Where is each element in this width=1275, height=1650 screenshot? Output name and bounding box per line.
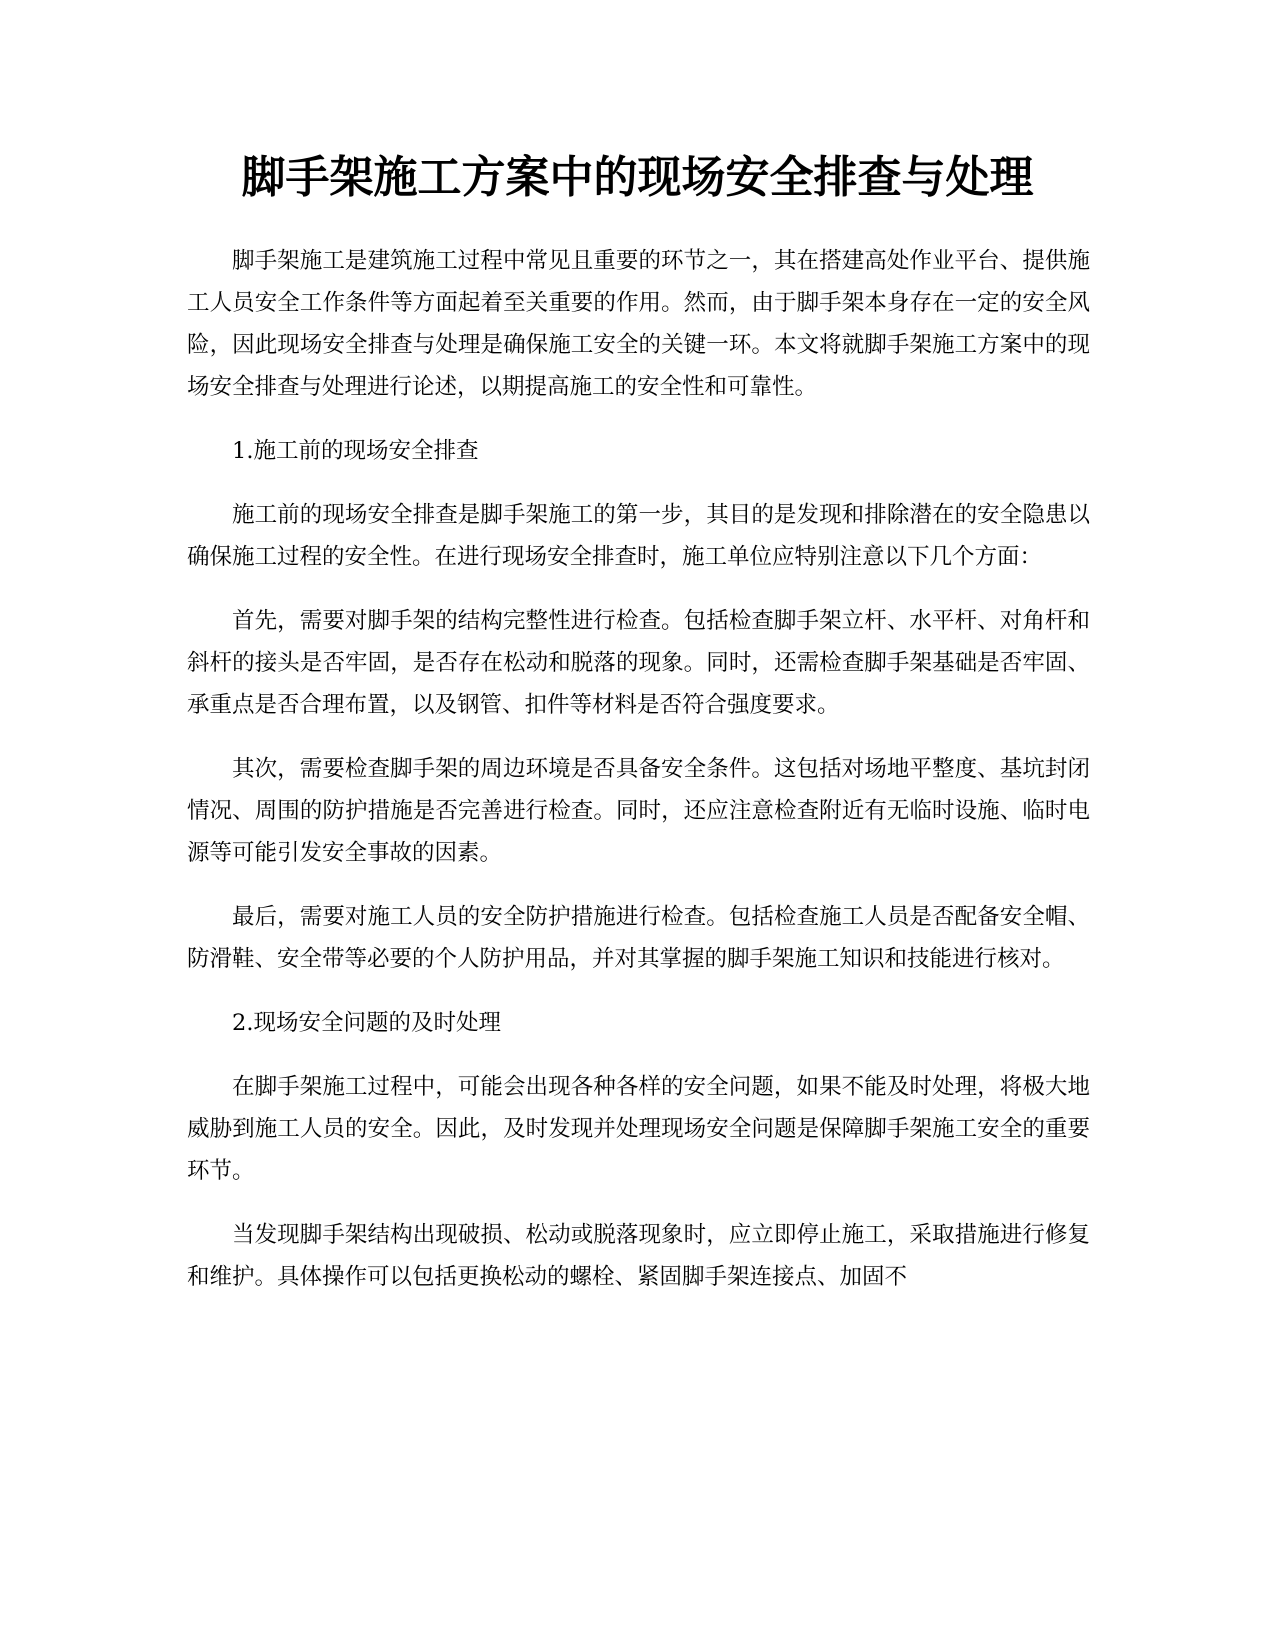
document-title: 脚手架施工方案中的现场安全排查与处理 xyxy=(241,152,1034,203)
paragraph-repair-measures: 当发现脚手架结构出现破损、松动或脱落现象时，应立即停止施工，采取措施进行修复和维护。具体操作可以包括更换松动的螺栓、紧固脚手架连接点、加固不 xyxy=(187,1222,1090,1290)
section-heading-1: 1.施工前的现场安全排查 xyxy=(232,438,479,464)
paragraph-personnel-check: 最后，需要对施工人员的安全防护措施进行检查。包括检查施工人员是否配备安全帽、防滑鞋、安全带等必要的个人防护用品，并对其掌握的脚手架施工知识和技能进行核对。 xyxy=(187,904,1090,972)
paragraph-structure-check: 首先，需要对脚手架的结构完整性进行检查。包括检查脚手架立杆、水平杆、对角杆和斜杆的接头是否牢固，是否存在松动和脱落的现象。同时，还需检查脚手架基础是否牢固、承重点是否合理布置，以及钢管、扣件等材料是否符合强度要求。 xyxy=(187,608,1090,718)
paragraph-intro: 脚手架施工是建筑施工过程中常见且重要的环节之一，其在搭建高处作业平台、提供施工人员安全工作条件等方面起着至关重要的作用。然而，由于脚手架本身存在一定的安全风险，因此现场安全排查与处理是确保施工安全的关键一环。本文将就脚手架施工方案中的现场安全排查与处理进行论述，以期提高施工的安全性和可靠性。 xyxy=(187,248,1090,400)
document-body xyxy=(187,240,1090,1320)
paragraph-pre-construction: 施工前的现场安全排查是脚手架施工的第一步，其目的是发现和排除潜在的安全隐患以确保施工过程的安全性。在进行现场安全排查时，施工单位应特别注意以下几个方面： xyxy=(187,502,1090,570)
paragraph-environment-check: 其次，需要检查脚手架的周边环境是否具备安全条件。这包括对场地平整度、基坑封闭情况、周围的防护措施是否完善进行检查。同时，还应注意检查附近有无临时设施、临时电源等可能引发安全事故的因素。 xyxy=(187,756,1090,866)
paragraph-timely-handling: 在脚手架施工过程中，可能会出现各种各样的安全问题，如果不能及时处理，将极大地威胁到施工人员的安全。因此，及时发现并处理现场安全问题是保障脚手架施工安全的重要环节。 xyxy=(187,1074,1090,1184)
section-heading-2: 2.现场安全问题的及时处理 xyxy=(232,1010,501,1036)
